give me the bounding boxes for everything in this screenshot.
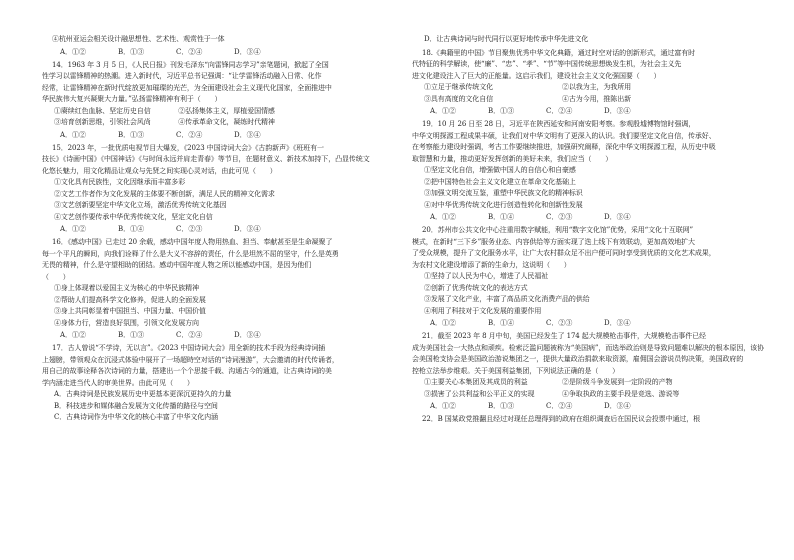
option-line: ②文艺工作者作为文化发展的主体要不断创新，满足人民的精神文化需求	[54, 189, 275, 198]
text-line: （ ）	[42, 272, 70, 281]
text-line: 每一个平凡的瞬间，向我们诠释了什么是大义不容辞的责任，什么是坦然不屈的坚守，什么是英勇	[42, 249, 339, 258]
answer-choice: D．③④	[234, 225, 261, 233]
text-line: 化悠长魅力，用文化精品让观众与先贤之间实现心灵对话，由此可见（ ）	[42, 166, 277, 175]
answer-choice: A．①②	[60, 331, 87, 339]
option-line: ④文艺创作要传承中华优秀传统文化，坚定文化自信	[54, 212, 213, 221]
text-line: 19．10 月 26 日至 28 日，习近平在陕西延安和河南安阳考察。参观殷墟博物馆时强调，	[422, 120, 696, 128]
answer-choices	[412, 211, 772, 223]
text-line: 上翅膀，带领观众在沉浸式体验中展开了一场超時空对话的“诗词漫游”，大会邀请的时代传诵者，	[42, 355, 339, 364]
text-line: 代特征的科学解读，使“廉”、“忠”、“孝”、“节”等中国传统思想焕发生机，为社会主义先	[412, 60, 682, 68]
answer-choice: C．②③	[546, 213, 573, 221]
text-line: 进文化建设注入了巨大的正能量。这启示我们，建设社会主义文化强国要（ ）	[412, 71, 661, 80]
answer-choice: D．③④	[234, 130, 261, 139]
answer-choice: C．②④	[176, 130, 203, 139]
option-line: D．让古典诗词与时代同行以更好地传承中华先进文化	[424, 35, 589, 43]
text-line: 20．苏州市公共文化中心注重用数字赋能，利用“数字文化馆”优势，采用“文化十互联网”	[422, 226, 694, 234]
answer-choice: D．③④	[604, 319, 631, 327]
text-line: 21．截至 2023 年 8 月中旬，美国已经发生了 174 起大规模枪击事件，大规模枪击事件已经	[422, 332, 706, 340]
option-line: ③文艺创新要坚定中华文化立场，激活优秀传统文化基因	[54, 201, 227, 209]
text-line: 用自己的故事诠释各次诗词的力量，搭建出一个个思接千载、沟通古今的通道，让古典诗词的美	[42, 367, 332, 375]
option-line: ②把中国特色社会主义文化建立在革命文化基础上	[424, 177, 576, 186]
text-line: 技长》《诗画中国》《中国神话》《与时间永远并肩走青春》等节目，在题材意义、新技术加持下，凸显传统文	[42, 155, 370, 163]
option-line: ①坚定文化自信，增强做中国人的自信心和自豪感	[424, 166, 576, 174]
answer-choice: C．②③	[176, 225, 203, 233]
text-line: 华民族伟大复兴凝聚大力量。”弘扬雷锋精神有利于（ ）	[42, 95, 222, 103]
option-line: ③发展了文化产业，丰富了高品质文化消费产品的供给	[424, 295, 590, 303]
right-column	[412, 34, 772, 426]
text-line: 性学习以雷锋精神的热潮。进入新时代，习近平总书记强调：“让学雷锋活动融入日常、化作	[42, 72, 322, 80]
answer-choice: B．①③	[118, 47, 145, 56]
text-line: 22．B 国某政党推翻且经过对现任总理得到的政府在组织调查后在国民议会投票中通过，根	[422, 415, 701, 423]
answer-choice: D．③④	[604, 213, 631, 221]
answer-choice: D．③④	[234, 331, 261, 339]
answer-choice: B．①④	[118, 225, 145, 233]
answer-choice: C．②④	[546, 107, 573, 115]
option-line: ②创新了优秀传统文化的表达方式	[424, 283, 528, 292]
text-line: 无畏的精神，什么是守望相助的团结。感动中国年度人物之所以能感动中国，是因为他们	[42, 261, 312, 269]
answer-choices	[42, 223, 402, 235]
answer-choice: B．①④	[488, 319, 515, 327]
option-line: ④身体力行，营造良好氛围，引领文化发展方向	[54, 318, 199, 327]
option-line: ①坚持了以人民为中心，增进了人民福祉	[424, 272, 549, 280]
option-line: A．古典诗词是民族发展历史中更基本更深沉更持久的力量	[54, 390, 232, 398]
text-line: 16．《感动中国》已走过 20 余载，感动中国年度人物用热血、担当、奉献甚至是生命凝聚了	[52, 238, 333, 246]
answer-choice: D．③④	[604, 107, 631, 115]
answer-choice: A．①②	[430, 107, 457, 115]
answer-choice: A．①②	[60, 225, 87, 233]
text-line: 了受众规模，提升了文化服务水平，让广大农村群众足不出户便可同时享受到优质的文化艺术成果，	[412, 249, 716, 257]
option-line: ①立足于继承传统文化 ②以我为主，为我所用	[424, 83, 631, 91]
option-line: ③加强文明交流互鉴，重塑中华民族文化的精神标识	[424, 189, 583, 197]
text-line: 18.《典籍里的中国》节目聚焦优秀中华文化典籍，通过时空对话的创新形式，通过富有时	[422, 48, 696, 57]
option-line: ②帮助人们提高科学文化修养，促进人的全面发展	[54, 295, 206, 304]
text-line: 为农村文化建设增添了新的生命力，这说明（ ）	[412, 260, 571, 269]
text-line: 中华文明探源工程成果丰硕，让我们对中华文明有了更深入的认识。我们要坚定文化自信，传承好、	[412, 131, 716, 140]
answer-choice: B．①③	[488, 107, 515, 115]
text-line: 经常，让雷锋精神在新时代绽放更加璀璨的光芒，为全面建设社会主义现代化国家，全面推进中	[42, 83, 332, 92]
option-line: ③具有高度的文化自信 ④古为今用，推陈出新	[424, 94, 631, 103]
text-line: 取智慧和力量，推动更好发挥创新的美好未来，我们应当（ ）	[412, 154, 613, 163]
text-line: 成为美国社会一大热点和顽疾。检索泛滥问题被称为“美国病”，而选举政治则是导致问题难以解决的根本原因，该协	[412, 343, 764, 352]
answer-choice: D．③④	[234, 47, 261, 56]
text-line: 模式，在新时“三下乡”服务业态、内容供给等方面实现了迭上线下有效联动，更加高效地扩大	[412, 237, 695, 246]
answer-choice: A．①②	[430, 213, 457, 221]
answer-choice: A．①②	[60, 130, 87, 139]
left-column	[42, 34, 402, 424]
text-line: 14．1963 年 3 月 5 日，《人民日报》刊发毛泽东“向雷锋同志学习”亲笔题词，掀起了全国	[52, 60, 329, 69]
option-line: ①身上体现着以爱国主义为核心的中华民族精神	[54, 284, 199, 292]
answer-choice: A．①②	[430, 319, 457, 327]
option-line: C．古典诗词作为中华文化的核心丰富了中华文化内涵	[54, 413, 218, 421]
option-line: ③培育创新思维，引领社会风尚 ④传承革命文化，凝练时代精神	[54, 118, 275, 126]
text-line: 15．2023 年，一批优质电视节目大爆发，《2023 中国诗词大会》《古韵新声》《班班有一	[52, 143, 324, 152]
option-line: ①主要关心本集团及其成员的利益 ②是阶级斗争发展到一定阶段的产物	[424, 378, 673, 386]
text-line: 会美国枪支协会是美国政治游说集团之一，提供大量政治捐款来取资源，雇佣国会游说员钩决策，美国政府的	[412, 355, 744, 363]
option-line: ①赓续红色血脉、坚定历史自信 ②弘扬集体主义，厚植爱国情感	[54, 106, 275, 115]
answer-choice: C．②④	[176, 47, 203, 56]
answer-choice: B．①④	[488, 213, 515, 221]
answer-choice: D．③④	[604, 402, 631, 410]
answer-choice: C．②④	[176, 331, 203, 339]
answer-choices	[412, 400, 772, 412]
answer-choice: A．①②	[430, 402, 457, 410]
answer-choice: B．①③	[488, 402, 515, 410]
text-line: 学内涵走进当代人的审美世界。由此可见（ ）	[42, 378, 194, 387]
option-line: ③身上共同彰显着中国担当、中国力量、中国价值	[54, 307, 206, 315]
option-line: B．科技进步和媒体融合发展为文化传播的路径与空间	[54, 401, 218, 410]
text-line: ④杭州亚运会相关设计融思想性、艺术性、观赏性于一体	[52, 35, 225, 43]
text-line: 17．古人曾说“不学诗，无以言”。《2023 中国诗词大会》用全新的技术手段为经典诗词插	[52, 344, 326, 352]
text-line: 控枪立法举步维艰。关于美国利益集团，下列说法正确的是（ ）	[412, 366, 619, 375]
answer-choice: B．①③	[118, 130, 145, 139]
answer-choice: A．①②	[60, 47, 87, 56]
option-line: ④对中华优秀传统文化进行创造性转化和创新性发展	[424, 200, 583, 209]
option-line: ③损害了公共利益和公平正义的实现 ④争取执政的主要手段是竞选、游说等	[424, 389, 680, 398]
answer-choices	[42, 46, 402, 58]
option-line: ①文化具有民族性，文化因继承而丰富多彩	[54, 178, 186, 186]
answer-choices	[42, 129, 402, 141]
option-line: ④利用了科技对于文化发展的重要作用	[424, 306, 542, 315]
answer-choice: C．②④	[546, 402, 573, 410]
answer-choices	[42, 329, 402, 341]
answer-choices	[412, 317, 772, 329]
answer-choice: B．①③	[118, 331, 145, 339]
text-line: 在考察能力建设时强调，考古工作要继续推进，加强研究阐释，深化中华文明探源工程，从历史中吸	[412, 143, 716, 151]
answer-choices	[412, 105, 772, 117]
answer-choice: C．②③	[546, 319, 573, 327]
